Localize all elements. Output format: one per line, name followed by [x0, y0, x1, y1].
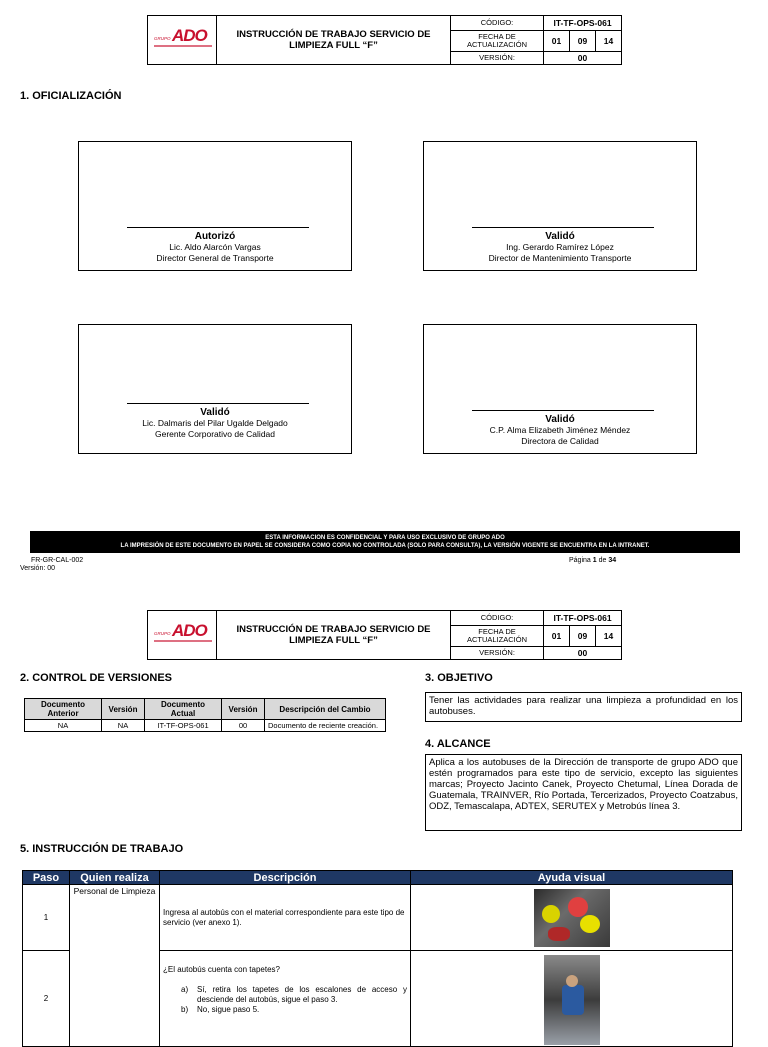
page-of: de [596, 557, 609, 564]
bus-steps-photo [544, 955, 600, 1045]
signature-box-valido-1 [423, 141, 697, 271]
visual-aid-cell [411, 885, 733, 951]
page-current: 1 [592, 557, 597, 564]
step-option-a [163, 985, 407, 1005]
signature-role: Validó [200, 407, 230, 418]
banner-line-2: LA IMPRESIÓN DE ESTE DOCUMENTO EN PAPEL SE CONSIDERA COMO COPIA NO CONTROLADA (SOLO PARA CONSULTA), LA VERSIÓN VIGENTE SE ENCUENTRA EN LA INTRANET. [120, 543, 650, 549]
instruction-table [22, 870, 733, 1047]
step-number: 1 [23, 885, 70, 951]
logo-underline [154, 640, 212, 642]
signature-position: Director General de Transporte [156, 253, 274, 263]
signature-role: Validó [545, 414, 575, 425]
option-a-text: Sí, retira los tapetes de los escalones de acceso y desciende del autobús, sigue el paso 3. [197, 985, 407, 1004]
document-header-page-2 [147, 610, 622, 660]
section-oficializacion-title: 1. OFICIALIZACIÓN [20, 90, 122, 102]
step-description [160, 951, 411, 1047]
col-version-actual: Versión [222, 699, 265, 720]
version-label: VERSIÓN: [451, 52, 544, 64]
versions-table [24, 698, 386, 732]
version-value: 00 [577, 648, 588, 658]
form-version: Versión: 00 [20, 565, 56, 572]
ado-logo [148, 16, 217, 64]
col-paso: Paso [23, 871, 70, 885]
section-instruccion-title: 5. INSTRUCCIÓN DE TRABAJO [20, 843, 184, 855]
version-value: 00 [577, 53, 588, 63]
cell-version: NA [102, 720, 145, 732]
codigo-value: IT-TF-OPS-061 [553, 18, 612, 28]
versions-header-row [25, 699, 386, 720]
fecha-year: 14 [603, 631, 614, 641]
fecha-month: 09 [570, 626, 596, 646]
visual-aid-cell [411, 951, 733, 1047]
page-total: 34 [608, 557, 617, 564]
document-title: INSTRUCCIÓN DE TRABAJO SERVICIO DE LIMPIEZA FULL “F” [217, 16, 451, 64]
fecha-label: FECHA DE ACTUALIZACIÓN [451, 626, 544, 646]
table-row [25, 720, 386, 732]
confidential-banner [30, 531, 740, 553]
fecha-day: 01 [544, 626, 570, 646]
signature-role: Autorizó [194, 231, 236, 242]
cell-descripcion: Documento de reciente creación. [265, 720, 386, 732]
signature-name: C.P. Alma Elizabeth Jiménez Méndez [489, 425, 631, 435]
col-documento-actual: Documento Actual [145, 699, 222, 720]
signature-line [127, 403, 309, 404]
section-control-versiones-title: 2. CONTROL DE VERSIONES [20, 672, 172, 684]
document-meta [451, 16, 621, 64]
cleaning-materials-photo [534, 889, 610, 947]
responsible-cell [70, 885, 160, 1047]
col-ayuda-visual: Ayuda visual [411, 871, 733, 885]
col-documento-anterior: Documento Anterior [25, 699, 102, 720]
step-option-b [163, 1005, 407, 1015]
document-header [147, 15, 622, 65]
signature-box-valido-3 [423, 324, 697, 454]
signature-position: Gerente Corporativo de Calidad [154, 429, 275, 439]
logo-underline [154, 45, 212, 47]
signature-line [472, 227, 654, 228]
fecha-day: 01 [544, 31, 570, 51]
option-b-marker: b) [181, 1005, 189, 1014]
section-objetivo-title: 3. OBJETIVO [425, 672, 493, 684]
instruction-header-row [23, 871, 733, 885]
logo-grupo-text: GRUPO [154, 631, 171, 636]
step-question: ¿El autobús cuenta con tapetes? [163, 965, 280, 974]
logo-mark: ADO [172, 621, 207, 640]
signature-line [472, 410, 654, 411]
signature-position: Director de Mantenimiento Transporte [488, 253, 632, 263]
ado-logo [148, 611, 217, 659]
codigo-label: CÓDIGO: [451, 611, 544, 625]
cell-version-actual: 00 [222, 720, 265, 732]
fecha-month: 09 [570, 31, 596, 51]
page-prefix: Página [569, 557, 593, 564]
signature-box-autorizo [78, 141, 352, 271]
signature-box-valido-2 [78, 324, 352, 454]
table-row [23, 885, 733, 951]
fecha-label: FECHA DE ACTUALIZACIÓN [451, 31, 544, 51]
cell-documento-actual: IT-TF-OPS-061 [145, 720, 222, 732]
col-descripcion: Descripción [160, 871, 411, 885]
codigo-label: CÓDIGO: [451, 16, 544, 30]
col-descripcion-cambio: Descripción del Cambio [265, 699, 386, 720]
col-version: Versión [102, 699, 145, 720]
objetivo-text: Tener las actividades para realizar una limpieza a profundidad en los autobuses. [425, 692, 742, 722]
signature-role: Validó [545, 231, 575, 242]
logo-mark: ADO [172, 26, 207, 45]
document-title: INSTRUCCIÓN DE TRABAJO SERVICIO DE LIMPIEZA FULL “F” [217, 611, 451, 659]
cell-documento-anterior: NA [25, 720, 102, 732]
codigo-value: IT-TF-OPS-061 [553, 613, 612, 623]
version-label: VERSIÓN: [451, 647, 544, 659]
signature-line [127, 227, 309, 228]
signature-name: Ing. Gerardo Ramírez López [506, 242, 614, 252]
option-a-marker: a) [181, 985, 189, 994]
col-quien-realiza: Quien realiza [70, 871, 160, 885]
logo-grupo-text: GRUPO [154, 36, 171, 41]
signature-name: Lic. Dalmaris del Pilar Ugalde Delgado [142, 418, 288, 428]
alcance-text: Aplica a los autobuses de la Dirección de transporte de grupo ADO que estén programados para este tipo de servicio, excepto las siguientes marcas; Proyecto Jacinto Canek, Proyecto Chetumal, Línea Dorada de Guatemala, TRAINVER, Río Portada, Tercerizados, Proyecto Coatzabus, ODZ, Temascalapa, ADTEX, SERUTEX y Metrobús línea 3. [425, 754, 742, 831]
step-number: 2 [23, 951, 70, 1047]
responsible-text: Personal de Limpieza [73, 886, 156, 896]
option-b-text: No, sigue paso 5. [197, 1005, 260, 1014]
section-alcance-title: 4. ALCANCE [425, 738, 491, 750]
fecha-year: 14 [603, 36, 614, 46]
signature-name: Lic. Aldo Alarcón Vargas [169, 242, 261, 252]
page-number [569, 557, 616, 564]
step-description: Ingresa al autobús con el material correspondiente para este tipo de servicio (ver anexo 1). [160, 885, 411, 951]
form-code: FR-GR-CAL-002 [31, 557, 84, 564]
banner-line-1: ESTA INFORMACION ES CONFIDENCIAL Y PARA USO EXCLUSIVO DE GRUPO ADO [265, 535, 505, 541]
document-meta [451, 611, 621, 659]
signature-position: Directora de Calidad [521, 436, 599, 446]
